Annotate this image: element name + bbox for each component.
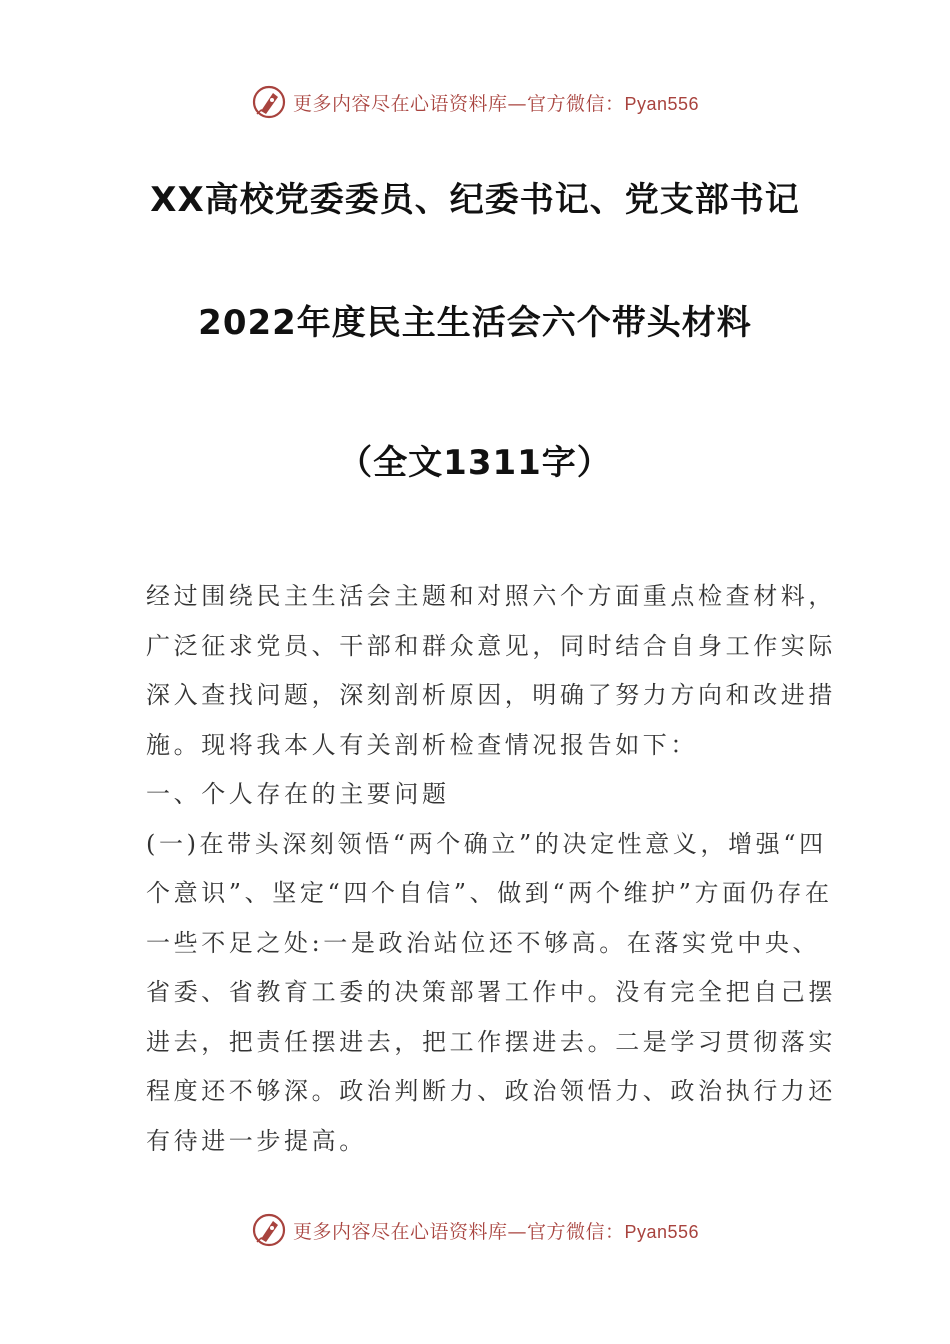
body-paragraph-item-1: (一)在带头深刻领悟“两个确立”的决定性意义，增强“四个意识”、坚定“四个自信”、做到“两个维护”方面仍存在一些不足之处:一是政治站位还不够高。在落实党中央、省委、省教育工委的决策部署工作中。没有完全把自己摆进去，把责任摆进去，把工作摆进去。二是学习贯彻落实程度还不够深。政治判断力、政治领悟力、政治执行力还有待进一步提高。 — [146, 829, 836, 1155]
body-paragraph-intro: 经过围绕民主生活会主题和对照六个方面重点检查材料，广泛征求党员、干部和群众意见，同时结合自身工作实际深入查找问题，深刻剖析原因，明确了努力方向和改进措施。现将我本人有关剖析检查情况报告如下： — [146, 582, 836, 759]
pen-nib-logo-icon — [251, 84, 287, 120]
document-title-line-2: 2022年度民主生活会六个带头材料 — [198, 303, 752, 343]
document-title-line-1: XX高校党委委员、纪委书记、党支部书记 — [150, 180, 800, 220]
watermark-label: 更多内容尽在心语资料库—官方微信： — [292, 1220, 625, 1243]
header-watermark — [0, 82, 950, 122]
footer-watermark — [0, 1210, 950, 1250]
document-body — [146, 572, 836, 1166]
pen-nib-logo-icon — [251, 1212, 287, 1248]
section-heading-problems: 一、个人存在的主要问题 — [146, 780, 450, 808]
watermark-wechat-id: Pyan556 — [624, 1221, 700, 1242]
watermark-wechat-id: Pyan556 — [624, 93, 700, 114]
watermark-text — [293, 89, 699, 116]
document-word-count: （全文1311字） — [338, 443, 612, 483]
watermark-label: 更多内容尽在心语资料库—官方微信： — [292, 92, 625, 115]
watermark-text — [293, 1217, 699, 1244]
